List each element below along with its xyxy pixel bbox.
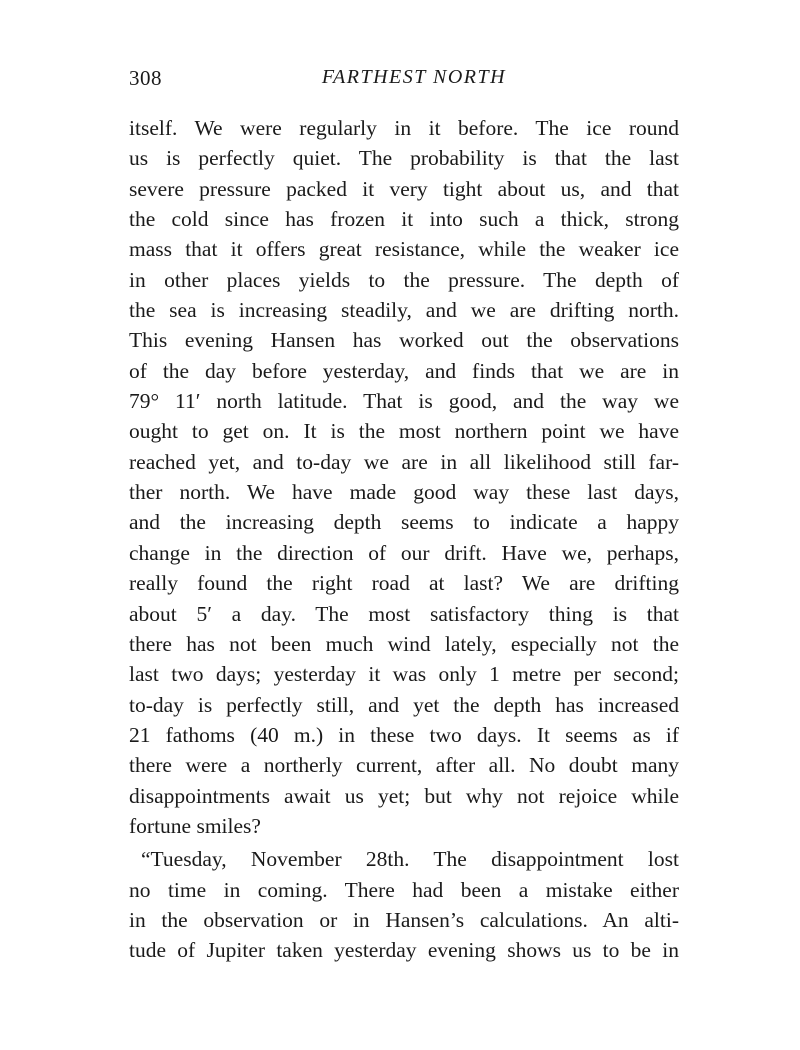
text-line: in other places yields to the pressure. The depth of [129,267,679,292]
text-line: change in the direction of our drift. Have we, perhaps, [129,540,679,565]
text-line: and the increasing depth seems to indicate a happy [129,510,679,535]
text-line: reached yet, and to-day we are in all likelihood still far- [129,449,679,474]
text-line: us is perfectly quiet. The probability is that the last [129,146,679,171]
text-line: of the day before yesterday, and finds that we are in [129,358,679,383]
body-text [129,113,679,966]
running-head [129,66,679,96]
text-line: severe pressure packed it very tight about us, and that [129,176,679,201]
text-line: tude of Jupiter taken yesterday evening shows us to be in [129,938,679,963]
text-line: the cold since has frozen it into such a thick, strong [129,207,679,232]
text-line: in the observation or in Hansen’s calculations. An alti- [129,907,679,932]
page-number: 308 [129,66,162,90]
text-line: the sea is increasing steadily, and we are drifting north. [129,298,679,323]
text-line: disappointments await us yet; but why not rejoice while [129,783,679,808]
text-line: ther north. We have made good way these last days, [129,480,679,505]
paragraph-2 [129,844,679,965]
text-line: This evening Hansen has worked out the observations [129,328,679,353]
running-title: FARTHEST NORTH [321,66,507,88]
text-line: last two days; yesterday it was only 1 metre per second; [129,662,679,687]
text-line: to-day is perfectly still, and yet the depth has increased [129,692,679,717]
text-line: itself. We were regularly in it before. The ice round [129,116,679,140]
text-line: there were a northerly current, after all. No doubt many [129,753,679,778]
paragraph-1 [129,113,679,841]
text-line: mass that it offers great resistance, while the weaker ice [129,237,679,262]
text-line: about 5′ a day. The most satisfactory thing is that [129,601,679,626]
text-line: really found the right road at last? We are drifting [129,571,679,596]
text-line: there has not been much wind lately, especially not the [129,631,679,656]
text-line: no time in coming. There had been a mistake either [129,877,679,902]
text-line: 21 fathoms (40 m.) in these two days. It seems as if [129,722,679,747]
text-line: “Tuesday, November 28th. The disappointment lost [141,847,679,872]
text-line: ought to get on. It is the most northern point we have [129,419,679,444]
text-line: fortune smiles? [129,813,261,838]
text-line: 79° 11′ north latitude. That is good, and the way we [129,389,679,414]
